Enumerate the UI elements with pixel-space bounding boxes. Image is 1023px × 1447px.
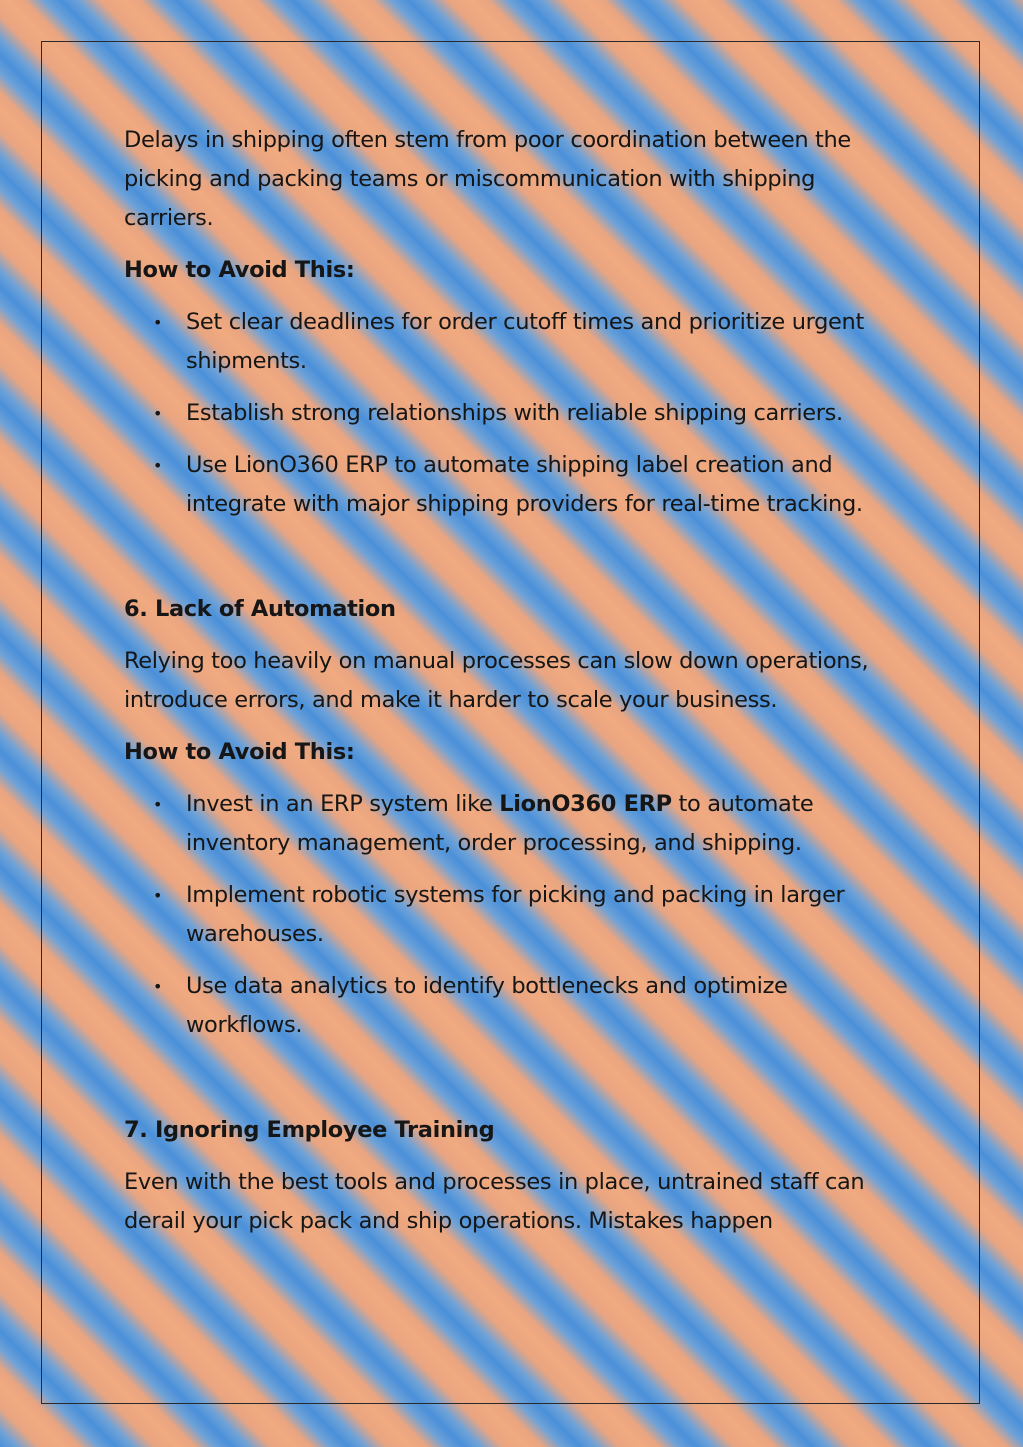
list-item-text: Use LionO360 ERP to automate shipping label creation and integrate with major shipping providers for real-time tracking. <box>186 452 863 517</box>
bullet-icon: • <box>153 886 163 905</box>
section-7-heading: 7. Ignoring Employee Training <box>124 1117 495 1143</box>
bullet-icon: • <box>153 456 163 475</box>
avoid-heading-automation: How to Avoid This: <box>124 739 355 765</box>
bullet-icon: • <box>153 313 163 332</box>
erp-product-name: LionO360 ERP <box>499 791 672 817</box>
bullet-icon: • <box>153 977 163 996</box>
list-item-text: Set clear deadlines for order cutoff times and prioritize urgent shipments. <box>186 309 864 374</box>
list-item-text-start: Invest in an ERP system like <box>186 791 500 817</box>
section-6-heading: 6. Lack of Automation <box>124 596 396 622</box>
avoid-heading-shipping: How to Avoid This: <box>124 257 355 283</box>
bullet-icon: • <box>153 404 163 423</box>
shipping-tips-list <box>124 303 900 524</box>
list-item-text: Establish strong relationships with reliable shipping carriers. <box>186 400 843 426</box>
list-item-text: Implement robotic systems for picking and packing in larger warehouses. <box>186 882 845 947</box>
shipping-delays-paragraph: Delays in shipping often stem from poor coordination between the picking and packing teams or miscommunication with shipping carriers. <box>124 127 851 231</box>
bullet-icon: • <box>153 795 163 814</box>
training-paragraph: Even with the best tools and processes in place, untrained staff can derail your pick pack and ship operations. Mistakes happen <box>124 1169 865 1234</box>
automation-paragraph: Relying too heavily on manual processes can slow down operations, introduce errors, and make it harder to scale your business. <box>124 648 869 713</box>
list-item-text: Use data analytics to identify bottlenecks and optimize workflows. <box>186 973 788 1038</box>
list-item-text-end: to automate inventory management, order processing, and shipping. <box>186 791 814 856</box>
automation-tips-list <box>124 785 900 1045</box>
list-item-text <box>186 791 813 856</box>
list-item <box>124 876 900 954</box>
list-item <box>124 446 900 524</box>
list-item <box>124 785 900 863</box>
document-body <box>124 121 900 1254</box>
list-item <box>124 303 900 381</box>
list-item <box>124 967 900 1045</box>
list-item <box>124 394 900 433</box>
